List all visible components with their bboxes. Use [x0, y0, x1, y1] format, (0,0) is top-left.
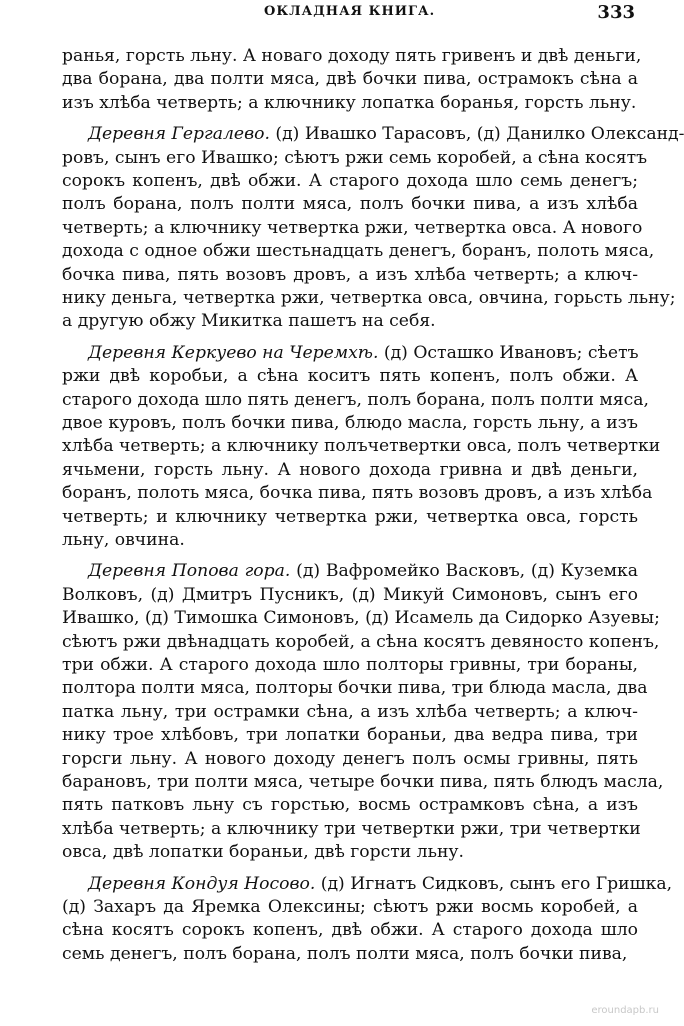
text-line [62, 459, 638, 482]
text-line [62, 240, 655, 263]
line-text: дохода с одное обжи шестьнадцать денегъ, боранъ, полоть мяса, [62, 241, 655, 262]
place-name: Деревня Попова гора. [88, 561, 291, 582]
line-text: (д) Игнатъ Сидковъ, сынъ его Гришка, [315, 873, 673, 894]
line-text: ровъ, сынъ его Ивашко; сѣютъ ржи семь коробей, а сѣна косятъ [62, 147, 648, 168]
text-line [62, 193, 638, 216]
text-line [62, 435, 661, 458]
text-line [62, 677, 648, 700]
text-line [62, 818, 641, 841]
line-text: патка льну, три острамки сѣна, а изъ хлѣба четверть; а ключ- [62, 701, 638, 722]
text-line [62, 389, 649, 412]
line-text: (д) Захаръ да Яремка Олексины; сѣютъ ржи восмь коробей, а [62, 897, 638, 917]
text-line [62, 896, 638, 919]
line-text: сѣна косятъ сорокъ копенъ, двѣ обжи. А старого дохода шло [62, 920, 638, 941]
line-text: ржи двѣ коробьи, а сѣна коситъ пять копенъ, полъ обжи. А [62, 366, 638, 387]
line-text: сорокъ копенъ, двѣ обжи. А старого дохода шло семь денегъ; [62, 171, 638, 191]
place-name: Деревня Керкуево на Черемхѣ. [88, 342, 379, 363]
text-line [62, 92, 638, 115]
line-text: барановъ, три полти мяса, четыре бочки пива, пять блюдъ масла, [62, 772, 664, 792]
line-text: семь денегъ, полъ борана, полъ полти мяса, полъ бочки пива, [62, 943, 628, 964]
line-text: бочка пива, пять возовъ дровъ, а изъ хлѣба четверть; а ключ- [62, 264, 638, 285]
line-text: хлѣба четверть; а ключнику полъчетвертки овса, полъ четвертки [62, 436, 661, 457]
text-line [62, 607, 660, 630]
line-text: овса, двѣ лопатки бораньи, двѣ горсти льну. [62, 842, 464, 863]
line-text: четверть; а ключнику четвертка ржи, четвертка овса. А нового [62, 217, 643, 238]
line-text: полтора полти мяса, полторы бочки пива, три блюда масла, два [62, 678, 648, 699]
text-line [62, 482, 653, 505]
line-text: пять патковъ льну съ горстью, восмь острамковъ сѣна, а изъ [62, 795, 638, 816]
text-line [62, 724, 638, 747]
line-text: горсги льну. А нового доходу денегъ полъ осмы гривны, пять [62, 748, 638, 769]
line-text: нику деньга, четвертка ржи, четвертка овса, овчина, горьсть льну; [62, 288, 676, 308]
text-line [62, 45, 642, 68]
text-line [62, 631, 660, 654]
line-text: старого дохода шло пять денегъ, полъ борана, полъ полти мяса, [62, 389, 649, 410]
text-line [62, 943, 638, 966]
line-text: изъ хлѣба четверть; а ключнику лопатка боранья, горсть льну. [62, 92, 637, 113]
line-text: (д) Вафромейко Васковъ, (д) Куземка [290, 561, 638, 582]
text-line [62, 584, 638, 607]
line-text: (д) Ивашко Тарасовъ, (д) Данилко Олександ- [269, 124, 684, 145]
line-text: Волковъ, (д) Дмитръ Пусникъ, (д) Микуй Симоновъ, сынъ его [62, 584, 638, 605]
text-line [62, 771, 664, 794]
line-text: а другую обжу Микитка пашетъ на себя. [62, 311, 436, 332]
text-line [88, 123, 684, 146]
running-title: ОКЛАДНАЯ КНИГА. [264, 4, 436, 19]
text-line [88, 560, 638, 583]
page-number: 333 [597, 2, 635, 23]
text-line [62, 919, 638, 942]
text-line [62, 506, 638, 529]
line-text: ячьмени, горсть льну. А нового дохода гривна и двѣ деньги, [62, 459, 638, 480]
text-line [62, 68, 638, 91]
text-line [62, 701, 638, 724]
page-header [264, 4, 639, 24]
text-line [62, 748, 638, 771]
text-line [62, 170, 638, 193]
text-line [88, 342, 638, 365]
text-line [62, 529, 638, 552]
text-line [62, 654, 638, 677]
text-line [62, 287, 676, 310]
line-text: (д) Осташко Ивановъ; сѣетъ [378, 342, 639, 363]
line-text: Ивашко, (д) Тимошка Симоновъ, (д) Исамель да Сидорко Азуевы; [62, 608, 660, 629]
place-name: Деревня Кондуя Носово. [88, 873, 316, 894]
line-text: три обжи. А старого дохода шло полторы гривны, три бораны, [62, 655, 638, 675]
text-line [62, 841, 638, 864]
line-text: полъ борана, полъ полти мяса, полъ бочки пива, а изъ хлѣба [62, 194, 638, 215]
line-text: сѣютъ ржи двѣнадцать коробей, а сѣна косятъ девяносто копенъ, [62, 631, 660, 652]
line-text: боранъ, полоть мяса, бочка пива, пять возовъ дровъ, а изъ хлѣба [62, 483, 653, 504]
line-text: два борана, два полти мяса, двѣ бочки пива, острамокъ сѣна а [62, 69, 638, 90]
text-line [62, 217, 643, 240]
line-text: льну, овчина. [62, 530, 185, 550]
text-line [62, 264, 638, 287]
place-name: Деревня Гергалево. [88, 124, 270, 145]
line-text: хлѣба четверть; а ключнику три четвертки ржи, три четвертки [62, 818, 641, 839]
line-text: четверть; и ключнику четвертка ржи, четвертка овса, горсть [62, 506, 638, 527]
text-line [62, 365, 638, 388]
line-text: нику трое хлѣбовъ, три лопатки бораньи, два ведра пива, три [62, 725, 638, 746]
text-line [62, 794, 638, 817]
watermark: eroundapb.ru [591, 1005, 659, 1016]
text-line [62, 412, 638, 435]
text-line [88, 873, 673, 896]
line-text: двое куровъ, полъ бочки пива, блюдо масла, горсть льну, а изъ [62, 413, 638, 433]
line-text: ранья, горсть льну. А новаго доходу пять гривенъ и двѣ деньги, [62, 46, 642, 66]
text-line [62, 310, 638, 333]
text-line [62, 147, 648, 170]
